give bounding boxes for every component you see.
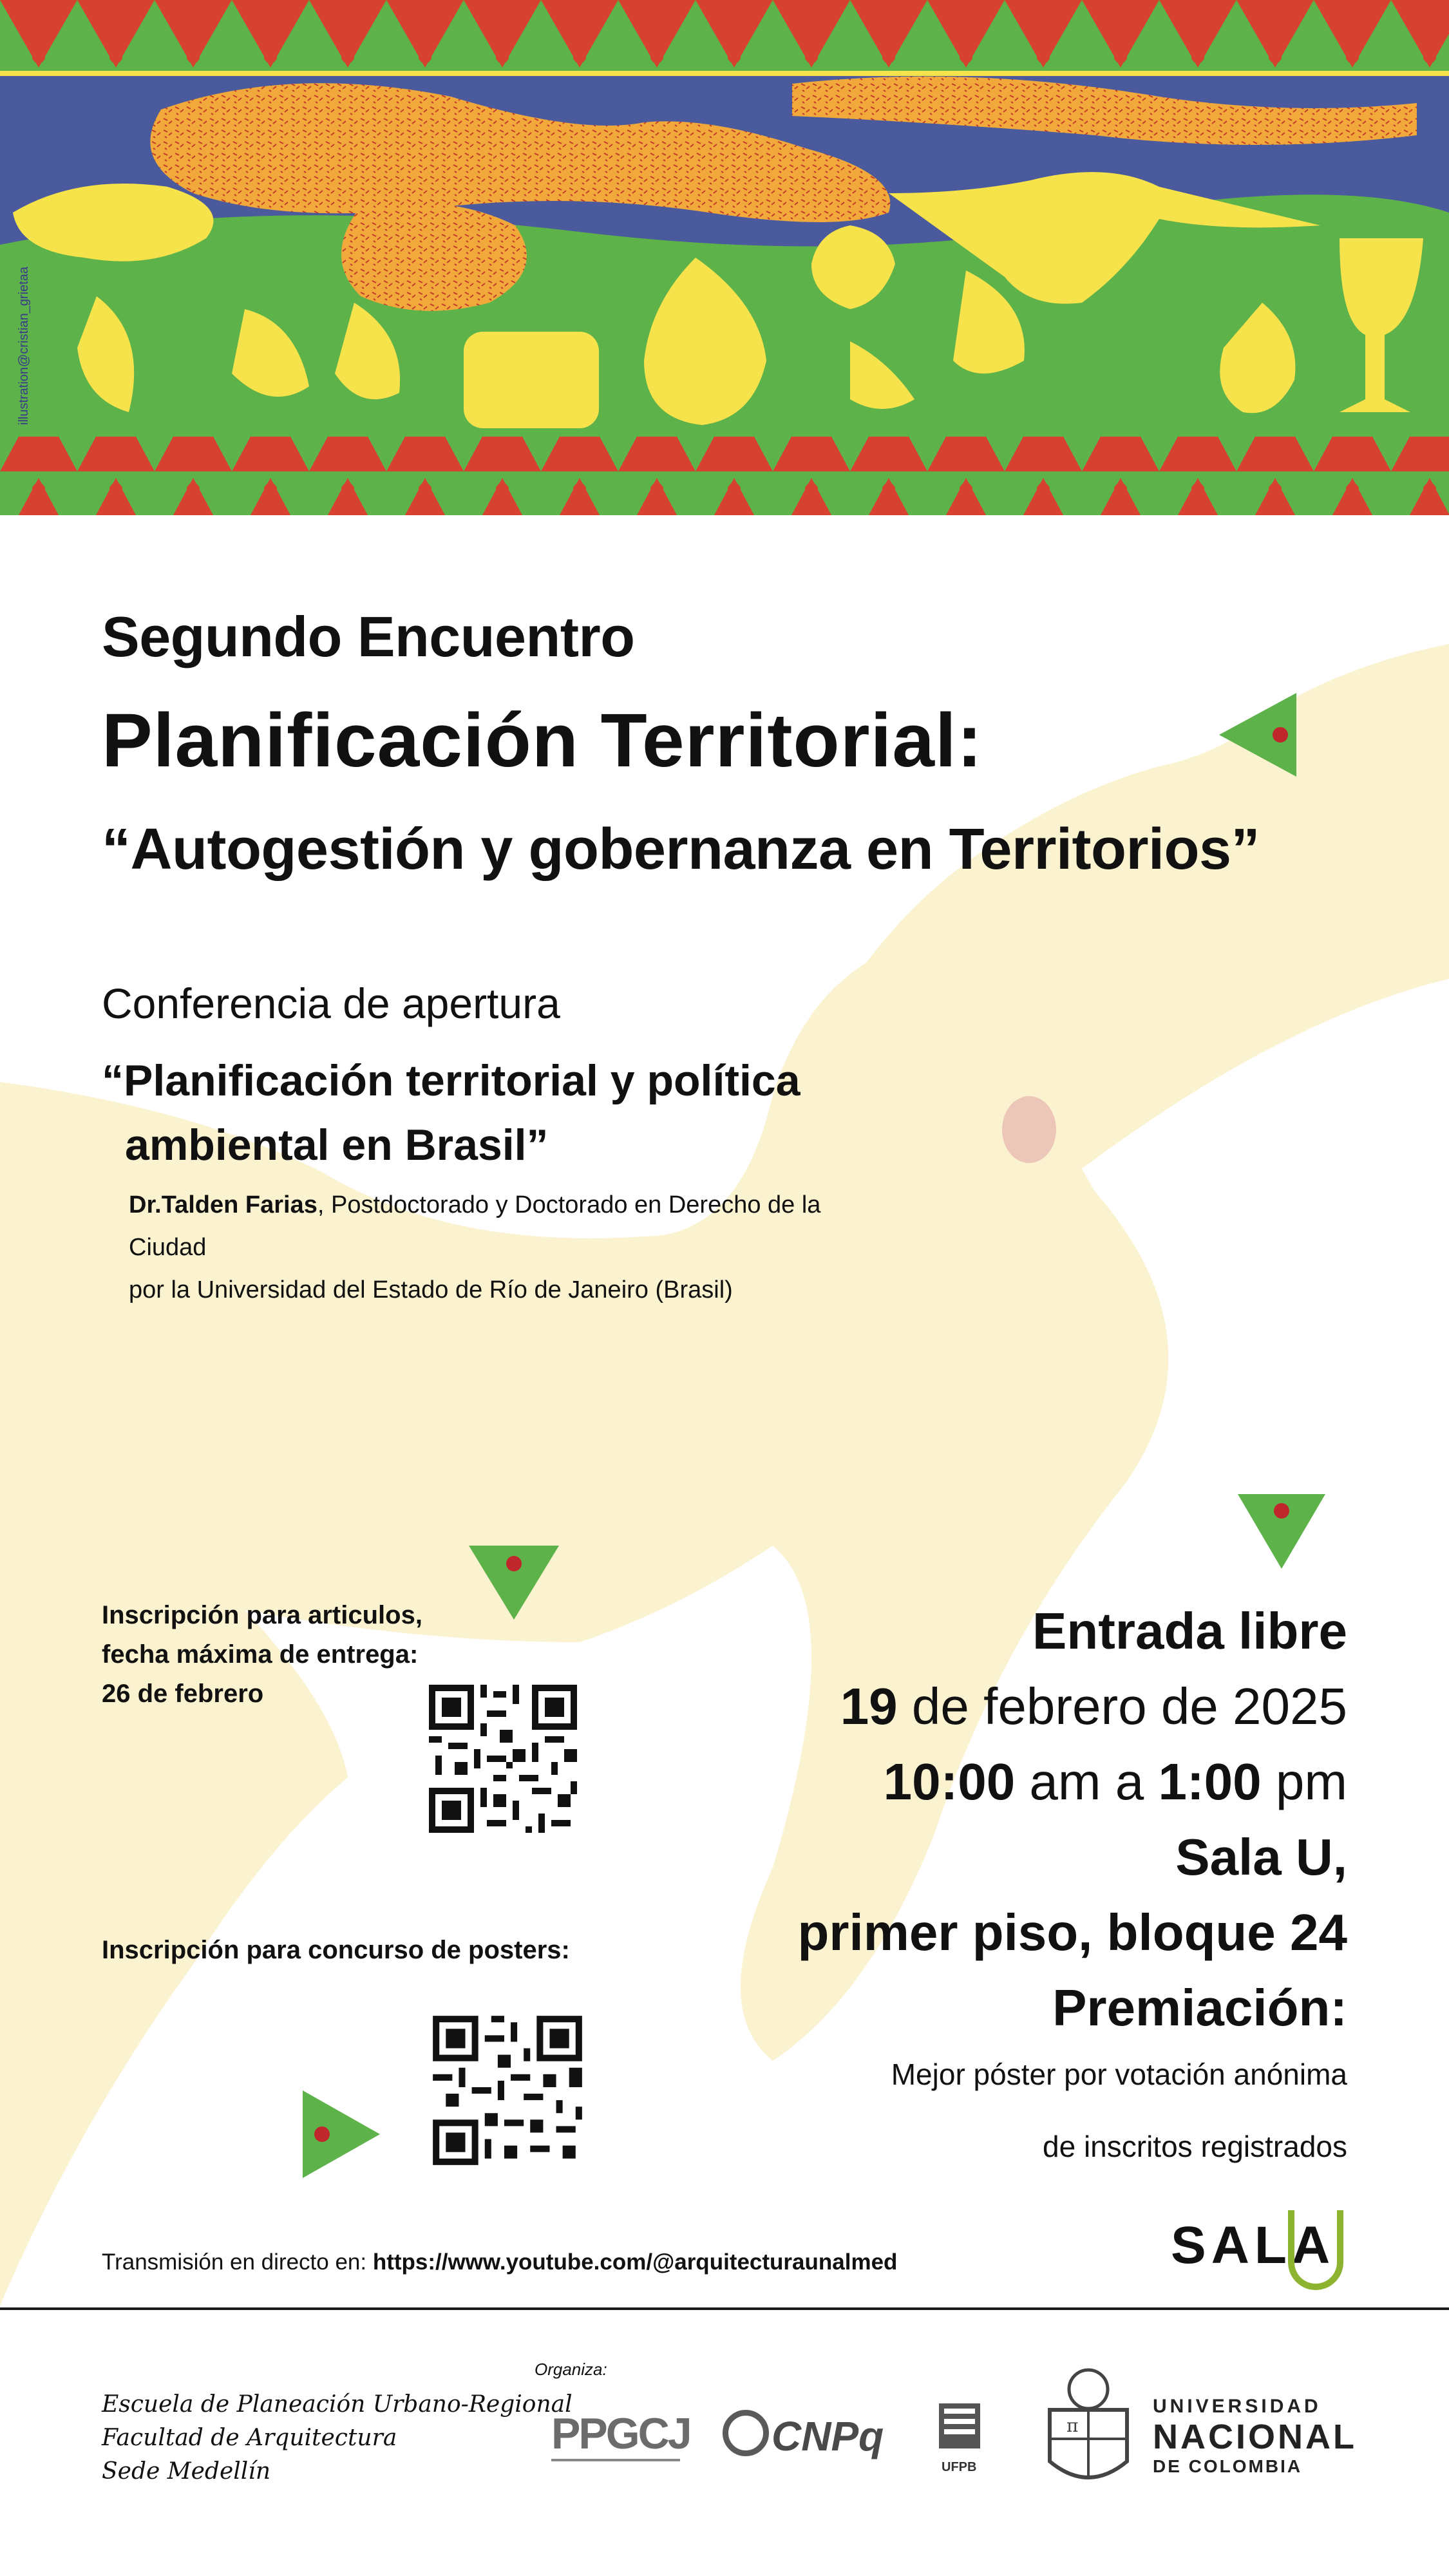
ufpb-crest-icon: [935, 2397, 984, 2461]
unal-line2: NACIONAL: [1153, 2418, 1357, 2456]
speaker-institution: por la Universidad del Estado de Río de Janeiro (Brasil): [129, 1276, 733, 1303]
award-description: [891, 2038, 1347, 2183]
conference-title-line2: ambiental en Brasil”: [125, 1121, 549, 1170]
ppgcj-logo: PPGCJ: [551, 2409, 690, 2458]
unal-crest-icon: [1037, 2365, 1140, 2494]
stream-info: [102, 2249, 897, 2275]
illustration-credit: illustration@cristian_grietaa: [17, 267, 31, 425]
sala-u-logo-icon: [1288, 2210, 1343, 2290]
stream-label: Transmisión en directo en:: [102, 2249, 373, 2275]
sala-u-logo-text: SALA: [1171, 2216, 1336, 2275]
speaker-info: [129, 1184, 869, 1311]
unal-line3: DE COLOMBIA: [1153, 2456, 1303, 2476]
cnpq-logo: CNPq: [772, 2413, 884, 2459]
time-end: 1:00: [1158, 1753, 1262, 1810]
conference-title-line1: “Planificación territorial y política: [102, 1056, 800, 1105]
svg-text:π: π: [1066, 2415, 1079, 2436]
articles-qr-code[interactable]: [416, 1672, 590, 1846]
unal-logo: [1153, 2396, 1357, 2477]
banner-illustration: [0, 0, 1449, 515]
event-title: Planificación Territorial:: [102, 698, 983, 783]
event-theme: “Autogestión y gobernanza en Territorios”: [102, 817, 1260, 882]
unal-line1: UNIVERSIDAD: [1153, 2396, 1321, 2417]
article-registration-text: Inscripción para articulos, fecha máxima de entrega: 26 de febrero: [102, 1601, 422, 1708]
event-room: Sala U,: [1175, 1828, 1347, 1886]
date-day: 19: [840, 1678, 898, 1735]
poster-registration-text: Inscripción para concurso de posters:: [102, 1936, 570, 1964]
ppgcj-logo-underline: [551, 2459, 680, 2461]
triangle-left-icon: [1219, 693, 1296, 777]
time-am: am a: [1015, 1753, 1159, 1810]
event-time: [797, 1744, 1347, 1819]
school-info: Escuela de Planeación Urbano-Regional Facultad de Arquitectura Sede Medellín: [102, 2391, 573, 2485]
award-line1: Mejor póster por votación anónima: [891, 2058, 1347, 2091]
event-date: [797, 1669, 1347, 1744]
organizer-label: Organiza:: [535, 2360, 607, 2379]
stream-link[interactable]: https://www.youtube.com/@arquitecturaunalmed: [372, 2249, 898, 2275]
footer-divider: [0, 2307, 1449, 2310]
time-start: 10:00: [883, 1753, 1016, 1810]
time-pm: pm: [1261, 1753, 1347, 1810]
award-title: Premiación:: [1052, 1979, 1347, 2036]
conference-label: Conferencia de apertura: [102, 980, 560, 1027]
event-location: primer piso, bloque 24: [797, 1904, 1347, 1961]
award-line2: de inscritos registrados: [1043, 2130, 1347, 2163]
speaker-credentials: , Postdoctorado y Doctorado en Derecho de la Ciudad: [129, 1191, 821, 1261]
cnpq-logo-icon: [723, 2410, 769, 2456]
posters-qr-code[interactable]: [420, 2009, 595, 2172]
ufpb-logo-text: UFPB: [942, 2460, 977, 2474]
conference-title: [102, 1048, 907, 1177]
event-subtitle: Segundo Encuentro: [102, 605, 635, 668]
speaker-name: Dr.Talden Farias: [129, 1191, 317, 1218]
entry-info: Entrada libre: [1032, 1602, 1347, 1660]
triangle-down-icon-2: [1238, 1494, 1325, 1569]
event-details: [797, 1593, 1347, 2045]
triangle-right-icon: [303, 2090, 380, 2178]
date-rest: de febrero de 2025: [897, 1678, 1347, 1735]
